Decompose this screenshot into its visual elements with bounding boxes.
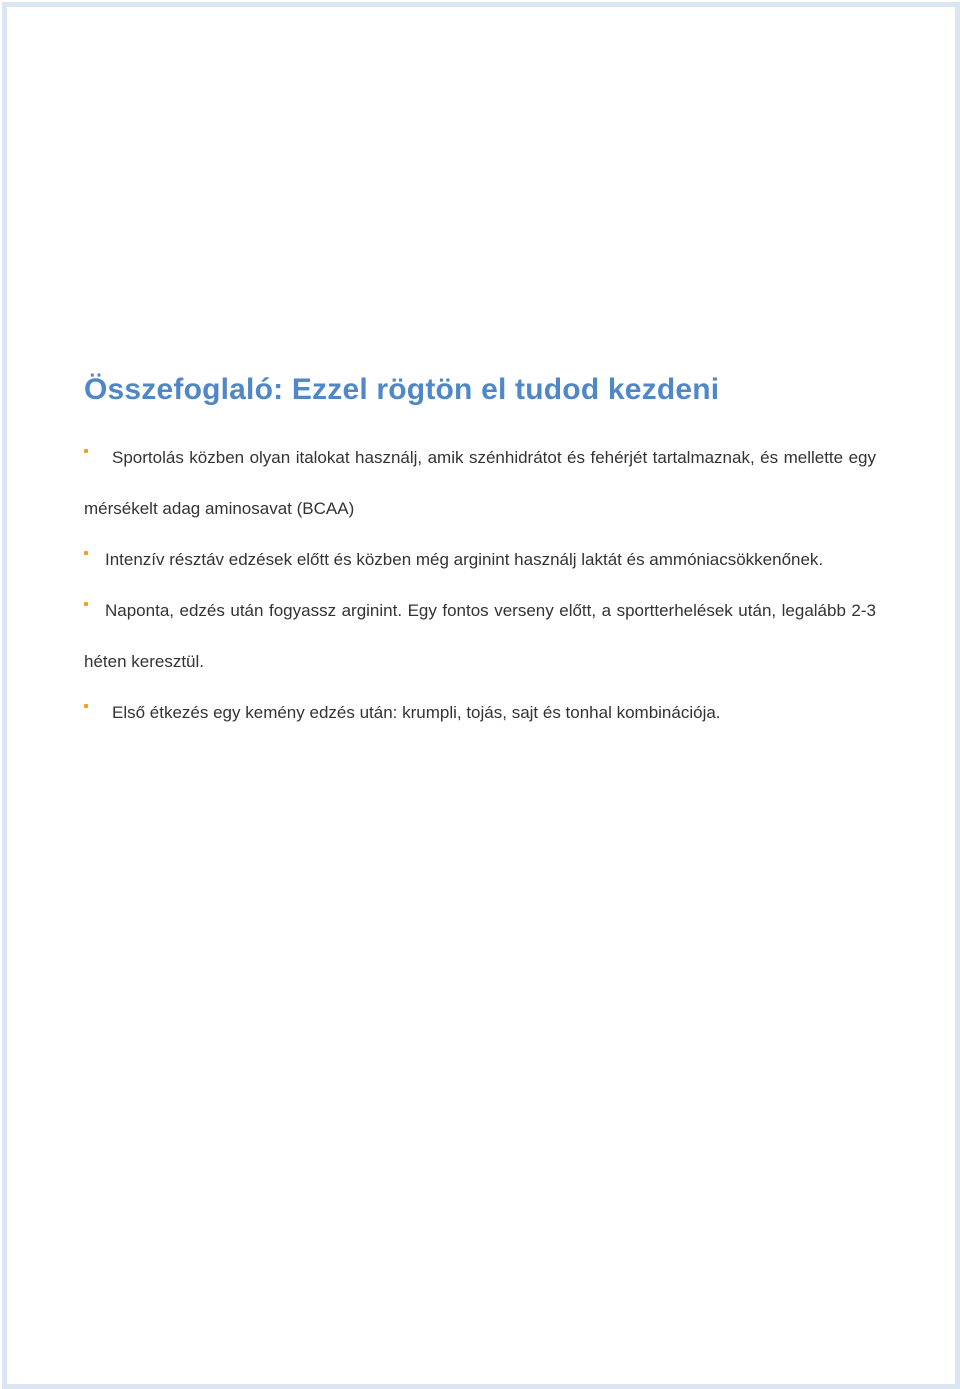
list-item-text: Naponta, edzés után fogyassz arginint. Egy fontos verseny előtt, a sportterhelések után, legalább 2-3 héten keresztül.: [84, 601, 876, 671]
list-item: [84, 687, 876, 738]
list-item-text: Sportolás közben olyan italokat használj, amik szénhidrátot és fehérjét tartalmaznak, és mellette egy mérsékelt adag aminosavat (BCAA): [84, 448, 876, 518]
bullet-icon: [84, 602, 88, 606]
page-title: Összefoglaló: Ezzel rögtön el tudod kezdeni: [84, 373, 720, 406]
summary-section: [84, 368, 876, 738]
list-item-text: Első étkezés egy kemény edzés után: krumpli, tojás, sajt és tonhal kombinációja.: [112, 703, 721, 722]
bullet-icon: [84, 551, 88, 555]
list-item: [84, 432, 876, 534]
bullet-icon: [84, 704, 88, 708]
list-item-text: Intenzív résztáv edzések előtt és közben még arginint használj laktát és ammóniacsökkenőnek.: [105, 550, 824, 569]
list-item: [84, 534, 876, 585]
list-item: [84, 585, 876, 687]
bullet-icon: [84, 449, 88, 453]
